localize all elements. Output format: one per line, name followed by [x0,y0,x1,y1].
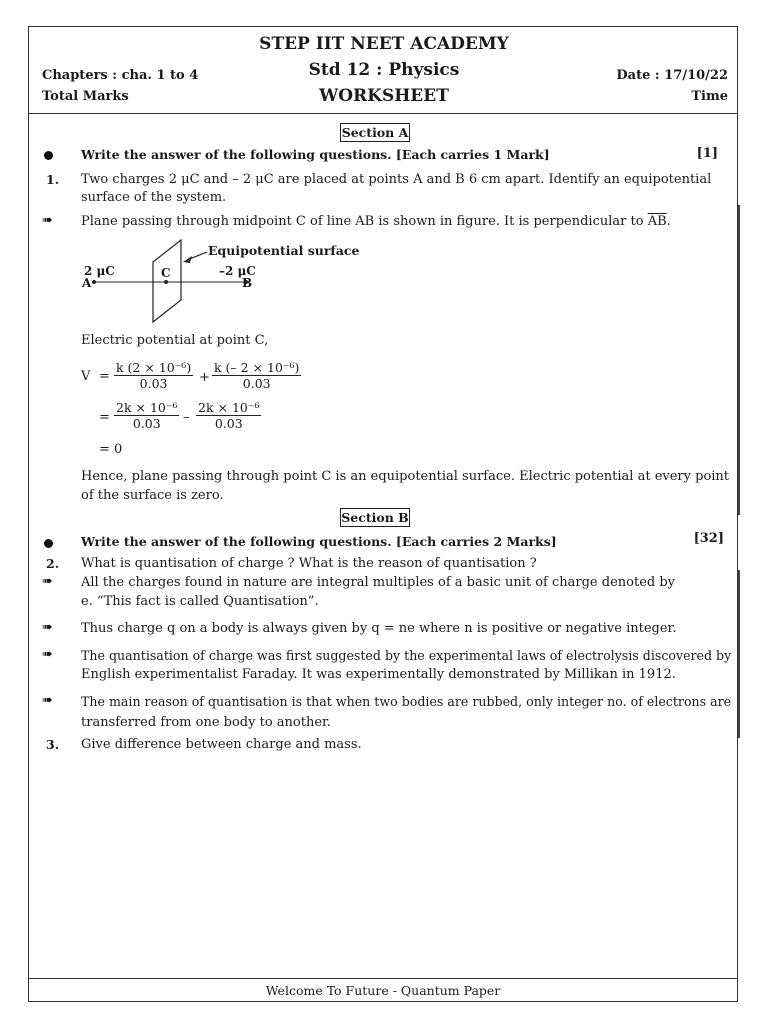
figure-label-a: A [82,276,92,290]
figure-label-q1: 2 μC [84,264,115,278]
question-text: What is quantisation of charge ? What is the reason of quantisation ? [81,556,537,571]
conclusion-text: of the surface is zero. [81,488,224,503]
question-number: 2. [46,556,60,571]
chapters-label: Chapters : cha. 1 to 4 [42,68,199,83]
question-text: Give difference between charge and mass. [81,737,362,752]
fraction-2 [212,360,301,391]
subject-title: Std 12 : Physics [308,60,460,80]
overline-ab: $\overline{AB}$ [647,214,667,229]
numerator: 2k × 10⁻⁶ [116,400,178,415]
figure-label-q2: –2 μC [219,264,256,278]
period: . [666,214,671,229]
pointing-arrow-icon: ➠ [42,647,53,662]
answer-text: All the charges found in nature are integral multiples of a basic unit of charge denoted by [81,575,676,590]
question-text: surface of the system. [81,190,227,205]
section-b-label: Section B [341,510,409,525]
fraction-3 [114,400,179,431]
bullet-icon [44,151,53,160]
question-number: 1. [46,172,60,187]
answer-text [81,213,671,231]
point-a [92,280,96,284]
fraction [196,400,261,431]
conclusion-text: Hence, plane passing through point C is an equipotential surface. Electric potential at every point [81,469,730,484]
denominator: 0.03 [212,375,301,391]
question-number: 3. [46,737,60,752]
pointing-arrow-icon: ➠ [42,574,53,589]
answer-text: The main reason of quantisation is that when two bodies are rubbed, only integer no. of electrons are [81,694,732,709]
section-b-marks: [32] [693,531,724,546]
potential-text: Electric potential at point C, [81,333,269,348]
fraction [212,360,301,391]
section-a-marks: [1] [696,146,718,161]
date-label: Date : 17/10/22 [616,68,728,83]
pointing-arrow-icon: ➠ [42,620,53,635]
time-label: Time [691,89,728,104]
minus-sign: – [183,410,190,425]
result-zero: = 0 [99,442,123,457]
fraction-1 [114,360,193,391]
answer-text: transferred from one body to another. [81,715,331,730]
pointing-arrow-icon: ➠ [42,693,53,708]
footer-text: Welcome To Future - Quantum Paper [28,978,738,1003]
answer-text-span: Plane passing through midpoint C of line AB is shown in figure. It is perpendicular to [81,214,644,229]
margin-bar [738,205,740,515]
answer-text: English experimentalist Faraday. It was experimentally demonstrated by Millikan in 1912. [81,667,676,682]
plus-sign: + [199,370,210,385]
answer-text: e. “This fact is called Quantisation”. [81,594,319,609]
section-a-instruction: Write the answer of the following questions. [Each carries 1 Mark] [81,147,550,162]
section-b-instruction: Write the answer of the following questions. [Each carries 2 Marks] [81,534,557,549]
numerator: k (– 2 × 10⁻⁶) [214,360,300,375]
equals-sign: = [99,410,110,425]
question-text: Two charges 2 μC and – 2 μC are placed at points A and B 6 cm apart. Identify an equipotential [81,172,712,187]
fraction [114,360,193,391]
answer-text: Thus charge q on a body is always given by q = ne where n is positive or negative integer. [81,621,677,636]
denominator: 0.03 [114,415,179,431]
pointer-arrowhead-icon [183,256,192,263]
section-a-label: Section A [341,125,409,140]
var-v: V [81,369,91,384]
academy-title: STEP IIT NEET ACADEMY [259,34,509,54]
header-divider [28,113,738,114]
figure-label-surface: Equipotential surface [208,243,360,258]
figure-label-b: B [242,276,253,290]
pointing-arrow-icon: ➠ [42,213,53,228]
denominator: 0.03 [114,375,193,391]
fraction [114,400,179,431]
bullet-icon [44,539,53,548]
denominator: 0.03 [196,415,261,431]
numerator: k (2 × 10⁻⁶) [116,360,192,375]
fraction-4 [196,400,261,431]
equals-sign: = [99,369,110,384]
total-marks-label: Total Marks [42,89,129,104]
numerator: 2k × 10⁻⁶ [198,400,260,415]
answer-text: The quantisation of charge was first suggested by the experimental laws of electrolysis discovered by [81,648,732,663]
margin-bar [738,570,740,738]
figure-label-c: C [161,266,171,280]
worksheet-title: WORKSHEET [319,86,449,106]
